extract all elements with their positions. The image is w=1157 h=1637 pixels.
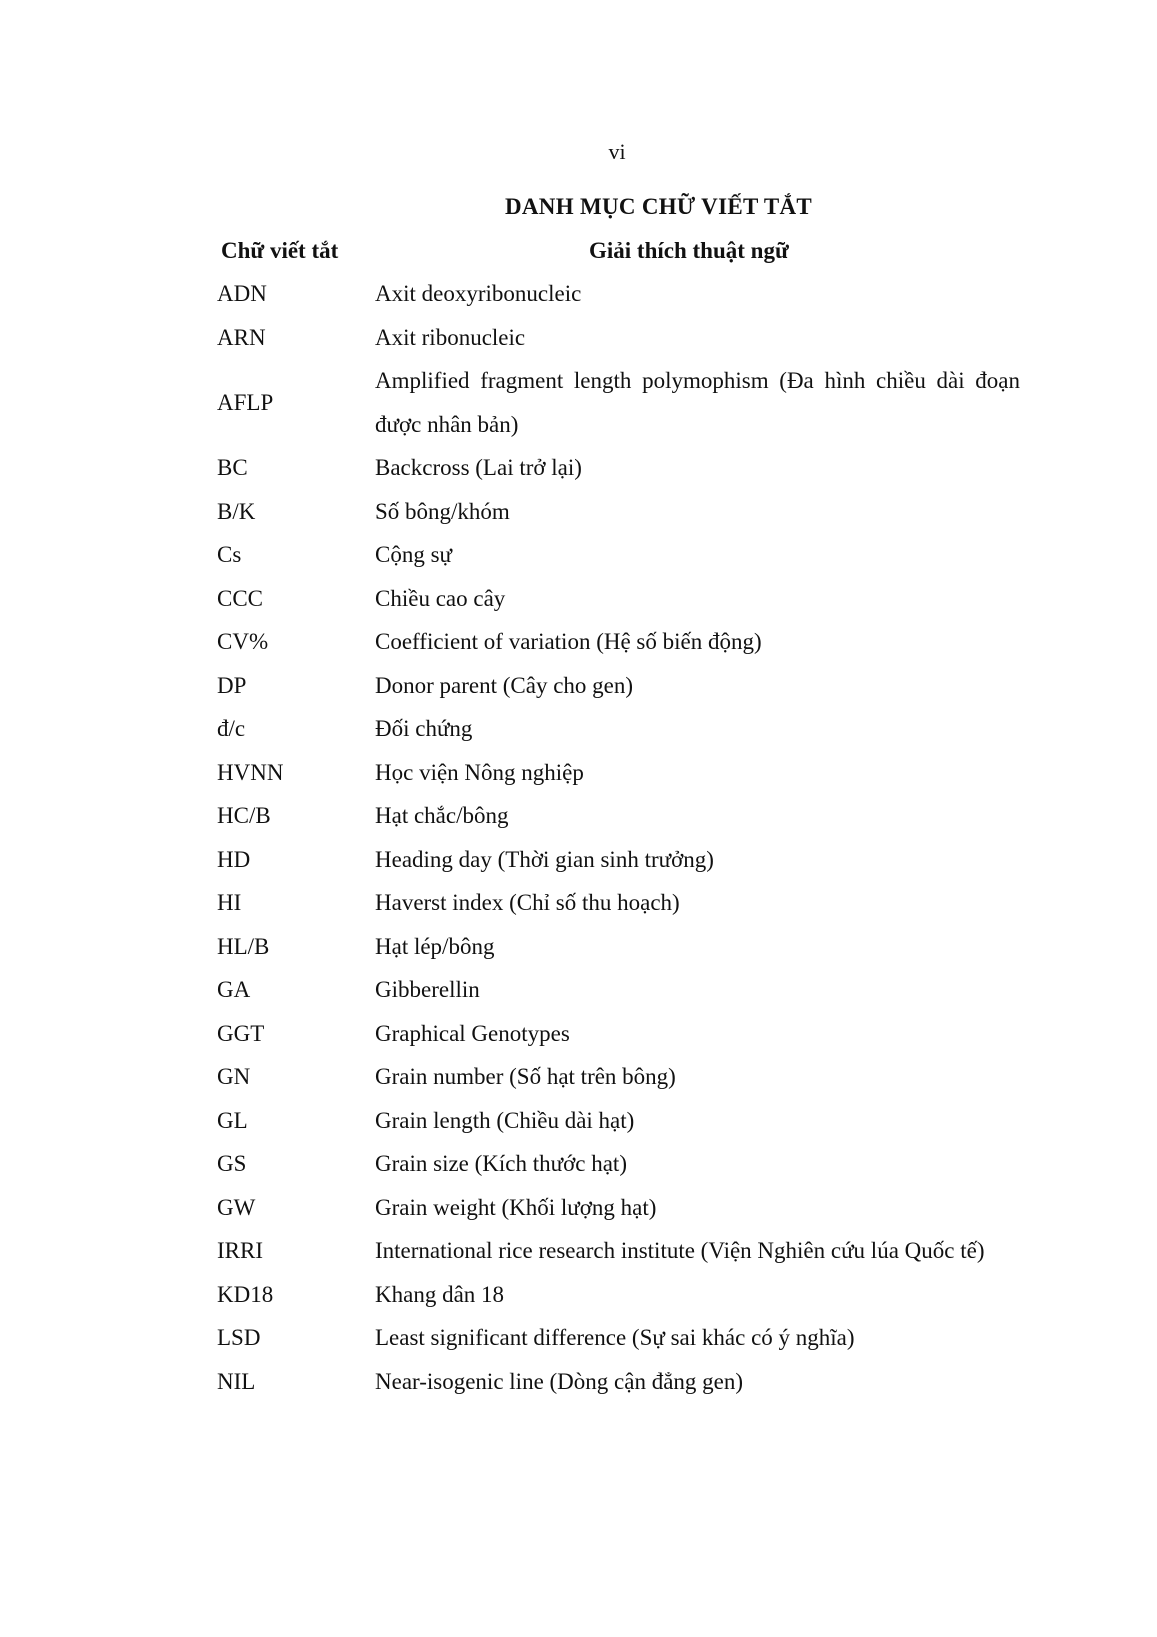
page-title: DANH MỤC CHỮ VIẾT TẮT [504, 194, 813, 219]
abbreviation-code: GS [217, 1151, 247, 1176]
abbreviation-description: Đối chứng [375, 716, 473, 741]
abbreviation-description: Grain number (Số hạt trên bông) [375, 1064, 676, 1089]
abbreviation-description: Số bông/khóm [375, 498, 510, 524]
abbreviation-description: Grain length (Chiều dài hạt) [375, 1107, 635, 1133]
abbreviation-description: Least significant difference (Sự sai khác có ý nghĩa) [375, 1325, 855, 1350]
abbreviation-description: Axit ribonucleic [375, 324, 526, 350]
abbreviation-description: International rice research institute (Viện Nghiên cứu lúa Quốc tế) [375, 1238, 985, 1263]
abbreviation-code: NIL [217, 1368, 256, 1394]
abbreviation-description: Near-isogenic line (Dòng cận đẳng gen) [375, 1368, 744, 1394]
abbreviation-code: ADN [217, 281, 267, 306]
abbreviation-row [0, 1012, 1157, 1056]
abbreviation-row [0, 1273, 1157, 1317]
abbreviation-code: GGT [217, 1020, 265, 1046]
abbreviation-row [0, 446, 1157, 490]
abbreviation-description: Học viện Nông nghiệp [375, 759, 584, 785]
abbreviation-row [0, 620, 1157, 664]
abbreviation-row [0, 316, 1157, 360]
table-header [0, 236, 1157, 266]
abbreviation-code: LSD [217, 1325, 261, 1350]
abbreviation-code: CV% [217, 629, 269, 654]
abbreviation-row [0, 1229, 1157, 1273]
abbreviation-row [0, 1186, 1157, 1230]
abbreviation-description: Khang dân 18 [375, 1281, 505, 1307]
abbreviation-code: B/K [217, 498, 256, 524]
abbreviation-code: GN [217, 1064, 251, 1089]
abbreviation-code: CCC [217, 585, 264, 611]
abbreviation-row [0, 1360, 1157, 1404]
abbreviation-description: Coefficient of variation (Hệ số biến động) [375, 629, 762, 654]
abbreviation-row [0, 707, 1157, 751]
page-number: vi [608, 139, 626, 164]
abbreviation-description: Gibberellin [375, 977, 480, 1002]
header-abbreviation: Chữ viết tắt [221, 238, 339, 263]
abbreviation-code: Cs [217, 542, 242, 567]
abbreviation-row [0, 838, 1157, 882]
abbreviation-description: Hạt lép/bông [375, 933, 495, 959]
abbreviation-code: BC [217, 455, 248, 480]
abbreviation-code: GW [217, 1194, 256, 1220]
abbreviation-description: Cộng sự [375, 542, 453, 567]
abbreviation-code: HL/B [217, 933, 270, 959]
abbreviation-description: Hạt chắc/bông [375, 803, 509, 828]
abbreviation-row [0, 751, 1157, 795]
abbreviation-code: đ/c [217, 716, 246, 741]
abbreviation-description: Heading day (Thời gian sinh trưởng) [375, 846, 714, 872]
abbreviation-code: GA [217, 977, 251, 1002]
abbreviation-list [0, 272, 1157, 1403]
abbreviation-description: Donor parent (Cây cho gen) [375, 672, 634, 698]
abbreviation-row [0, 533, 1157, 577]
abbreviation-code: IRRI [217, 1238, 263, 1263]
header-explanation: Giải thích thuật ngữ [589, 238, 789, 263]
abbreviation-row [0, 1142, 1157, 1186]
abbreviation-row [0, 359, 1157, 446]
abbreviation-row [0, 968, 1157, 1012]
abbreviation-code: HC/B [217, 803, 271, 828]
abbreviation-code: HD [217, 846, 251, 872]
abbreviation-description: Graphical Genotypes [375, 1020, 570, 1046]
abbreviation-row [0, 1316, 1157, 1360]
abbreviation-description: Backcross (Lai trở lại) [375, 455, 582, 480]
abbreviation-code: DP [217, 672, 247, 698]
abbreviation-row [0, 925, 1157, 969]
abbreviation-description: Chiều cao cây [375, 585, 506, 611]
abbreviation-row [0, 664, 1157, 708]
abbreviation-description: Amplified fragment length polymophism (Đa hình chiều dài đoạn được nhân bản) [375, 368, 1020, 437]
abbreviation-code: ARN [217, 324, 266, 350]
abbreviation-row [0, 490, 1157, 534]
abbreviation-code: HVNN [217, 759, 284, 785]
abbreviation-description: Axit deoxyribonucleic [375, 281, 582, 306]
abbreviation-code: GL [217, 1107, 248, 1133]
abbreviation-row [0, 1099, 1157, 1143]
abbreviation-row [0, 881, 1157, 925]
abbreviation-description: Haverst index (Chỉ số thu hoạch) [375, 890, 680, 915]
abbreviation-code: AFLP [217, 389, 274, 415]
abbreviation-row [0, 577, 1157, 621]
abbreviation-row [0, 794, 1157, 838]
abbreviation-row [0, 1055, 1157, 1099]
abbreviation-code: HI [217, 890, 242, 915]
abbreviation-row [0, 272, 1157, 316]
abbreviation-code: KD18 [217, 1281, 274, 1307]
abbreviation-description: Grain size (Kích thước hạt) [375, 1151, 627, 1176]
abbreviation-description: Grain weight (Khối lượng hạt) [375, 1194, 657, 1220]
